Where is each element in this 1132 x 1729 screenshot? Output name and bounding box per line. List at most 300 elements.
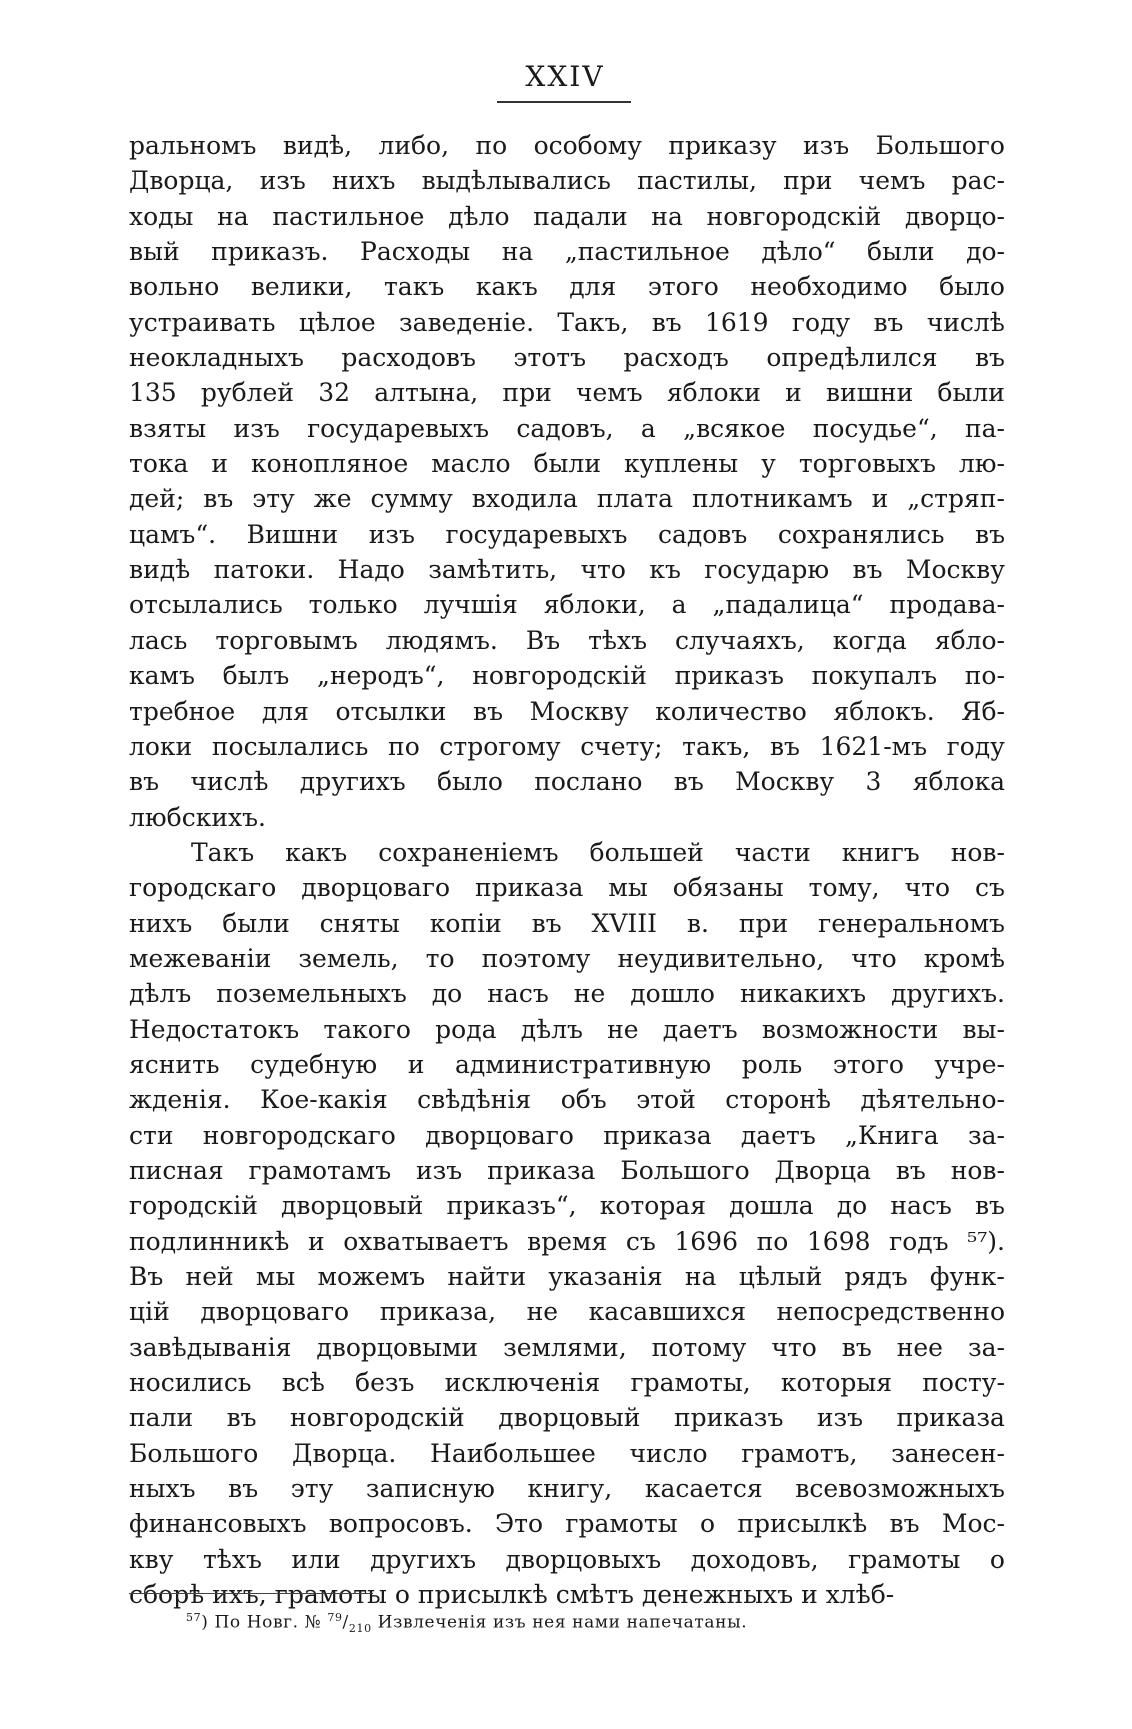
word: возможности (761, 1014, 939, 1044)
word: книгъ (841, 837, 920, 867)
word: что (851, 943, 897, 973)
word: лась (129, 625, 188, 655)
word: дѣло (448, 201, 510, 231)
word: вопросовъ. (328, 1509, 473, 1539)
word: выдѣлывались (421, 166, 611, 196)
word: непосредственно (776, 1297, 1005, 1327)
word: Москву (905, 555, 1005, 585)
word: приказа (475, 873, 584, 903)
word: въ (226, 1403, 257, 1433)
word: на (501, 237, 534, 267)
word: году (791, 307, 851, 337)
word: государевыхъ (445, 519, 628, 549)
word: не (526, 1297, 559, 1327)
word: количество (655, 696, 807, 726)
text-line (129, 128, 1005, 163)
text-line (129, 694, 1005, 729)
word: и (871, 484, 889, 514)
text-line (129, 1506, 1005, 1541)
word: новгородскій (472, 661, 647, 691)
word: подлинникѣ (129, 1226, 290, 1256)
text-line (129, 976, 1005, 1011)
word: Москву (735, 767, 835, 797)
word: насъ (487, 979, 549, 1009)
word: плата (596, 484, 673, 514)
word: были (533, 449, 601, 479)
word: копіи (429, 908, 502, 938)
word: покупалъ (811, 661, 938, 691)
word: торговыхъ (798, 449, 936, 479)
word: особому (533, 131, 642, 160)
word: земель, (298, 943, 399, 973)
word: куплены (623, 449, 739, 479)
word: въ (228, 1474, 259, 1504)
word: яблока (912, 767, 1005, 797)
word: рода (435, 1014, 497, 1044)
text-line (129, 1471, 1005, 1506)
word: плотникамъ (691, 484, 853, 514)
word: году (946, 731, 1005, 761)
word: отсылались (129, 590, 283, 620)
word: роль (741, 1049, 803, 1079)
word: какъ (285, 837, 348, 867)
word: Москву (529, 696, 629, 726)
footnote-text-b: Извлеченія изъ нея нами напечатаны. (371, 1612, 748, 1633)
word: насъ (890, 1191, 952, 1221)
word: денежныхъ (641, 1580, 794, 1610)
word: изъ (816, 1403, 864, 1433)
word: грамоты (565, 1509, 678, 1539)
word: 1698 (806, 1226, 871, 1256)
word: писная (129, 1155, 224, 1185)
word: такого (323, 1014, 411, 1044)
word: о (699, 1509, 716, 1539)
word: въ (852, 555, 883, 585)
word: обязаны (672, 873, 784, 903)
word: нов- (950, 837, 1005, 867)
word: XVIII (591, 908, 658, 938)
word: замѣтить, (428, 555, 558, 585)
word: масло (431, 449, 511, 479)
text-line (129, 1577, 1005, 1612)
word: судебную (250, 1049, 378, 1079)
word: па- (964, 413, 1005, 443)
word: „неродъ“, (317, 661, 445, 691)
word: время (527, 1226, 608, 1256)
word: людямъ. (385, 625, 498, 655)
word: и (307, 1226, 325, 1256)
word: грамоты (274, 1580, 387, 1610)
text-line (129, 1082, 1005, 1117)
word: отсылки (335, 696, 447, 726)
word: Въ (525, 625, 561, 655)
word: въ (769, 731, 800, 761)
word: дворцовый (498, 1403, 641, 1433)
text-line (129, 340, 1005, 375)
word: 32 (318, 378, 351, 408)
word: 1696 (674, 1226, 738, 1256)
word: же (313, 484, 352, 514)
word: по (756, 1226, 789, 1256)
word: въ (889, 1509, 920, 1539)
word: финансовыхъ (129, 1509, 307, 1539)
word: административную (455, 1049, 712, 1079)
word: посылались (211, 731, 369, 761)
word: мы (255, 1262, 296, 1291)
word: смѣтъ (555, 1580, 634, 1610)
word: Дворца. (292, 1438, 397, 1468)
word: заведеніе. (399, 307, 535, 337)
word: сумму (370, 484, 453, 514)
word: было (939, 272, 1005, 302)
word: чемъ (575, 378, 643, 408)
word: на (217, 201, 249, 231)
word: приказу (668, 131, 777, 160)
word: сборѣ (129, 1580, 205, 1610)
word: части (734, 837, 811, 867)
word: при (738, 908, 789, 938)
word: Дворца (774, 1155, 871, 1185)
word: дворцоваго (425, 1120, 574, 1150)
word: изъ (802, 131, 850, 160)
word: въ (873, 307, 904, 337)
word: яблокъ. (833, 696, 935, 726)
word: къ (649, 555, 681, 585)
text-line (129, 1012, 1005, 1047)
word: счету; (580, 731, 663, 761)
word: дошла (729, 1191, 814, 1221)
word: камъ (129, 661, 195, 691)
text-line (129, 658, 1005, 693)
word: Дворца, (129, 166, 234, 196)
word: касавшихся (588, 1297, 746, 1327)
word: любскихъ. (129, 802, 266, 832)
word: въ (651, 307, 682, 337)
word: яснить (129, 1049, 220, 1079)
word: всѣ (281, 1368, 325, 1398)
word: другихъ (370, 1544, 476, 1574)
word: дѣятельно- (860, 1085, 1005, 1115)
word: тѣхъ (588, 625, 648, 655)
word: потому (651, 1332, 747, 1362)
word: вольно (129, 272, 220, 302)
word: можемъ (317, 1262, 426, 1291)
word: большей (589, 837, 704, 867)
word: что (904, 873, 951, 903)
word: дворцо- (904, 201, 1005, 231)
word: грамотамъ (248, 1155, 392, 1185)
text-line (129, 1259, 1005, 1294)
header-rule (497, 101, 631, 103)
word: которая (599, 1191, 706, 1221)
word: съ (625, 1226, 656, 1256)
word: а (640, 413, 656, 443)
word: устраивать (129, 307, 276, 337)
text-line (129, 552, 1005, 587)
word: Расходы (360, 237, 471, 267)
word: вый (129, 237, 180, 267)
word: посудье“, (812, 413, 938, 443)
word: яблоки, (543, 590, 646, 620)
footnote-fraction-bottom: 210 (348, 1622, 372, 1636)
word: грамотъ, (741, 1438, 858, 1468)
word: по- (964, 661, 1005, 691)
word: вишни (825, 378, 914, 408)
word: поземельныхъ (216, 979, 407, 1009)
text-line (129, 305, 1005, 340)
word: дворцовыми (316, 1332, 479, 1362)
word: цій (129, 1297, 170, 1327)
word: цѣлый (738, 1262, 823, 1291)
word: въ (841, 1332, 872, 1362)
word: эту (252, 484, 295, 514)
word: сохраненіемъ (378, 837, 559, 867)
word: тому, (808, 873, 880, 903)
word: учре- (934, 1049, 1005, 1079)
word: на (684, 1262, 717, 1291)
text-line (129, 1224, 1005, 1259)
word: 3 (865, 767, 882, 797)
word: кромѣ (923, 943, 1005, 973)
word: съ (974, 873, 1005, 903)
word: дворцовый (281, 1191, 424, 1221)
word: присылкѣ (417, 1580, 548, 1610)
word: въ (673, 767, 704, 797)
word: чемъ (858, 166, 926, 196)
word: другихъ. (891, 979, 1005, 1009)
word: охватываетъ (343, 1226, 509, 1256)
text-line (129, 1118, 1005, 1153)
word: ⁵⁷). (967, 1226, 1005, 1256)
word: лю- (958, 449, 1005, 479)
word: въ (975, 519, 1005, 549)
text-line (129, 870, 1005, 905)
word: входила (471, 484, 578, 514)
word: яблоки (666, 378, 761, 408)
word: найти (447, 1262, 527, 1291)
text-line (129, 375, 1005, 410)
word: за- (967, 1120, 1005, 1150)
text-line (129, 1153, 1005, 1188)
word: функ- (929, 1262, 1005, 1291)
word: не (573, 979, 606, 1009)
word: 1621-мъ (819, 731, 928, 761)
word: Наибольшее (430, 1438, 596, 1468)
word: садовъ, (516, 413, 614, 443)
word: дворцоваго (200, 1297, 350, 1327)
word: мы (608, 873, 648, 903)
word: кву (129, 1544, 174, 1574)
word: по (475, 131, 508, 160)
word: годъ (889, 1226, 949, 1256)
word: ральномъ (129, 131, 257, 160)
word: государю (704, 555, 830, 585)
word: Яб- (961, 696, 1005, 726)
footnote-fraction-slash: / (342, 1612, 349, 1633)
word: такъ (383, 272, 445, 302)
word: приказъ. (211, 237, 329, 267)
text-line (129, 623, 1005, 658)
word: касается (644, 1474, 763, 1504)
word: строгому (439, 731, 561, 761)
word: до (836, 1191, 868, 1221)
word: свѣдѣнія (417, 1085, 532, 1115)
word: другихъ (299, 767, 406, 797)
word: то (425, 943, 455, 973)
word: сняты (319, 908, 400, 938)
text-line (129, 764, 1005, 799)
word: 1619 (704, 307, 769, 337)
word: въ (531, 908, 562, 938)
word: садовъ (657, 519, 748, 549)
text-line (129, 906, 1005, 941)
word: изъ (368, 519, 415, 549)
word: что (771, 1332, 817, 1362)
word: объ (560, 1085, 607, 1115)
word: этого (647, 272, 719, 302)
word: новгородскій (290, 1403, 465, 1433)
word: Большого (129, 1438, 259, 1468)
word: рас- (951, 166, 1005, 196)
word: неокладныхъ (129, 343, 304, 373)
word: „Книга (845, 1120, 939, 1150)
word: посту- (922, 1368, 1005, 1398)
word: только (308, 590, 398, 620)
word: новгородскаго (202, 1120, 396, 1150)
word: ныхъ (129, 1474, 196, 1504)
word: опредѣлился (766, 343, 938, 373)
word: носились (129, 1368, 252, 1398)
word: въ (895, 1155, 926, 1185)
word: когда (832, 625, 907, 655)
word: и (801, 1580, 818, 1610)
word: нихъ (129, 908, 193, 938)
word: и (407, 1049, 425, 1079)
word: до (431, 979, 463, 1009)
text-line (129, 481, 1005, 516)
word: нее (896, 1332, 943, 1362)
word: никакихъ (739, 979, 867, 1009)
word: жденія. (129, 1085, 231, 1115)
word: патоки. (213, 555, 315, 585)
word: были (222, 908, 290, 938)
word: пали (129, 1403, 194, 1433)
word: числѣ (190, 767, 269, 797)
text-line (129, 800, 1005, 835)
text-line (129, 1047, 1005, 1082)
word: городскій (129, 1191, 258, 1221)
word: за- (967, 1332, 1005, 1362)
word: былъ (222, 661, 290, 691)
word: дей; (129, 484, 185, 514)
word: записную (365, 1474, 495, 1504)
word: даетъ (740, 1120, 816, 1150)
word: ябло- (934, 625, 1005, 655)
word: этой (636, 1085, 696, 1115)
word: Это (495, 1509, 544, 1539)
word: для (569, 272, 617, 302)
word: этого (832, 1049, 904, 1079)
word: Такъ (191, 837, 255, 867)
word: были (937, 378, 1005, 408)
word: въ (974, 343, 1005, 373)
word: генеральномъ (818, 908, 1005, 938)
word: необходимо (750, 272, 908, 302)
word: государевыхъ (307, 413, 489, 443)
word: что (580, 555, 626, 585)
footnote-marker: 57 (186, 1611, 202, 1624)
text-line (129, 1365, 1005, 1400)
word: приказъ (674, 661, 784, 691)
word: были (867, 237, 935, 267)
text-line (129, 446, 1005, 481)
word: падали (533, 201, 628, 231)
word: продава- (889, 590, 1005, 620)
word: неудивительно, (617, 943, 825, 973)
text-line (129, 941, 1005, 976)
text-line (129, 729, 1005, 764)
word: и (785, 378, 802, 408)
word: о (394, 1580, 410, 1610)
word: приказа (487, 1155, 596, 1185)
word: дворцоваго (301, 873, 451, 903)
word: тѣхъ (202, 1544, 262, 1574)
word: изъ (259, 166, 306, 196)
word: взяты (129, 413, 207, 443)
word: дѣлъ (520, 1014, 583, 1044)
word: „падалица“ (712, 590, 864, 620)
word: въ (473, 696, 504, 726)
word: для (261, 696, 309, 726)
word: цамъ“. (129, 519, 217, 549)
footnote-text-a: ) По Новг. № (201, 1612, 328, 1633)
word: дѣло“ (761, 237, 836, 267)
word: либо, (378, 131, 450, 160)
word: грамоты (848, 1544, 961, 1574)
page-number: XXIV (525, 60, 605, 93)
word: всевозможныхъ (795, 1474, 1005, 1504)
word: до- (966, 237, 1005, 267)
word: грамоты, (630, 1368, 751, 1398)
word: цѣлое (298, 307, 376, 337)
word: землями, (503, 1332, 627, 1362)
word: рублей (200, 378, 295, 408)
word: изъ (415, 1155, 463, 1185)
text-line (129, 1400, 1005, 1435)
word: занесен- (891, 1438, 1005, 1468)
word: 135 (129, 378, 177, 408)
word: было (437, 767, 503, 797)
word: алтына, (374, 378, 479, 408)
word: или (291, 1544, 341, 1574)
word: видѣ (129, 555, 191, 585)
text-line (129, 234, 1005, 269)
word: Въ (129, 1262, 164, 1291)
word: велики, (250, 272, 353, 302)
footnote (186, 1611, 946, 1635)
word: „стряп- (907, 484, 1005, 514)
word: присылкѣ (737, 1509, 868, 1539)
word: этотъ (513, 343, 586, 373)
word: дворцовыхъ (505, 1544, 662, 1574)
word: приказъ (673, 1403, 784, 1433)
word: при (783, 166, 833, 196)
word: дѣлъ (129, 979, 192, 1009)
word: число (629, 1438, 708, 1468)
word: такъ, (682, 731, 751, 761)
word: в. (686, 908, 709, 938)
word: указанія (548, 1262, 663, 1291)
